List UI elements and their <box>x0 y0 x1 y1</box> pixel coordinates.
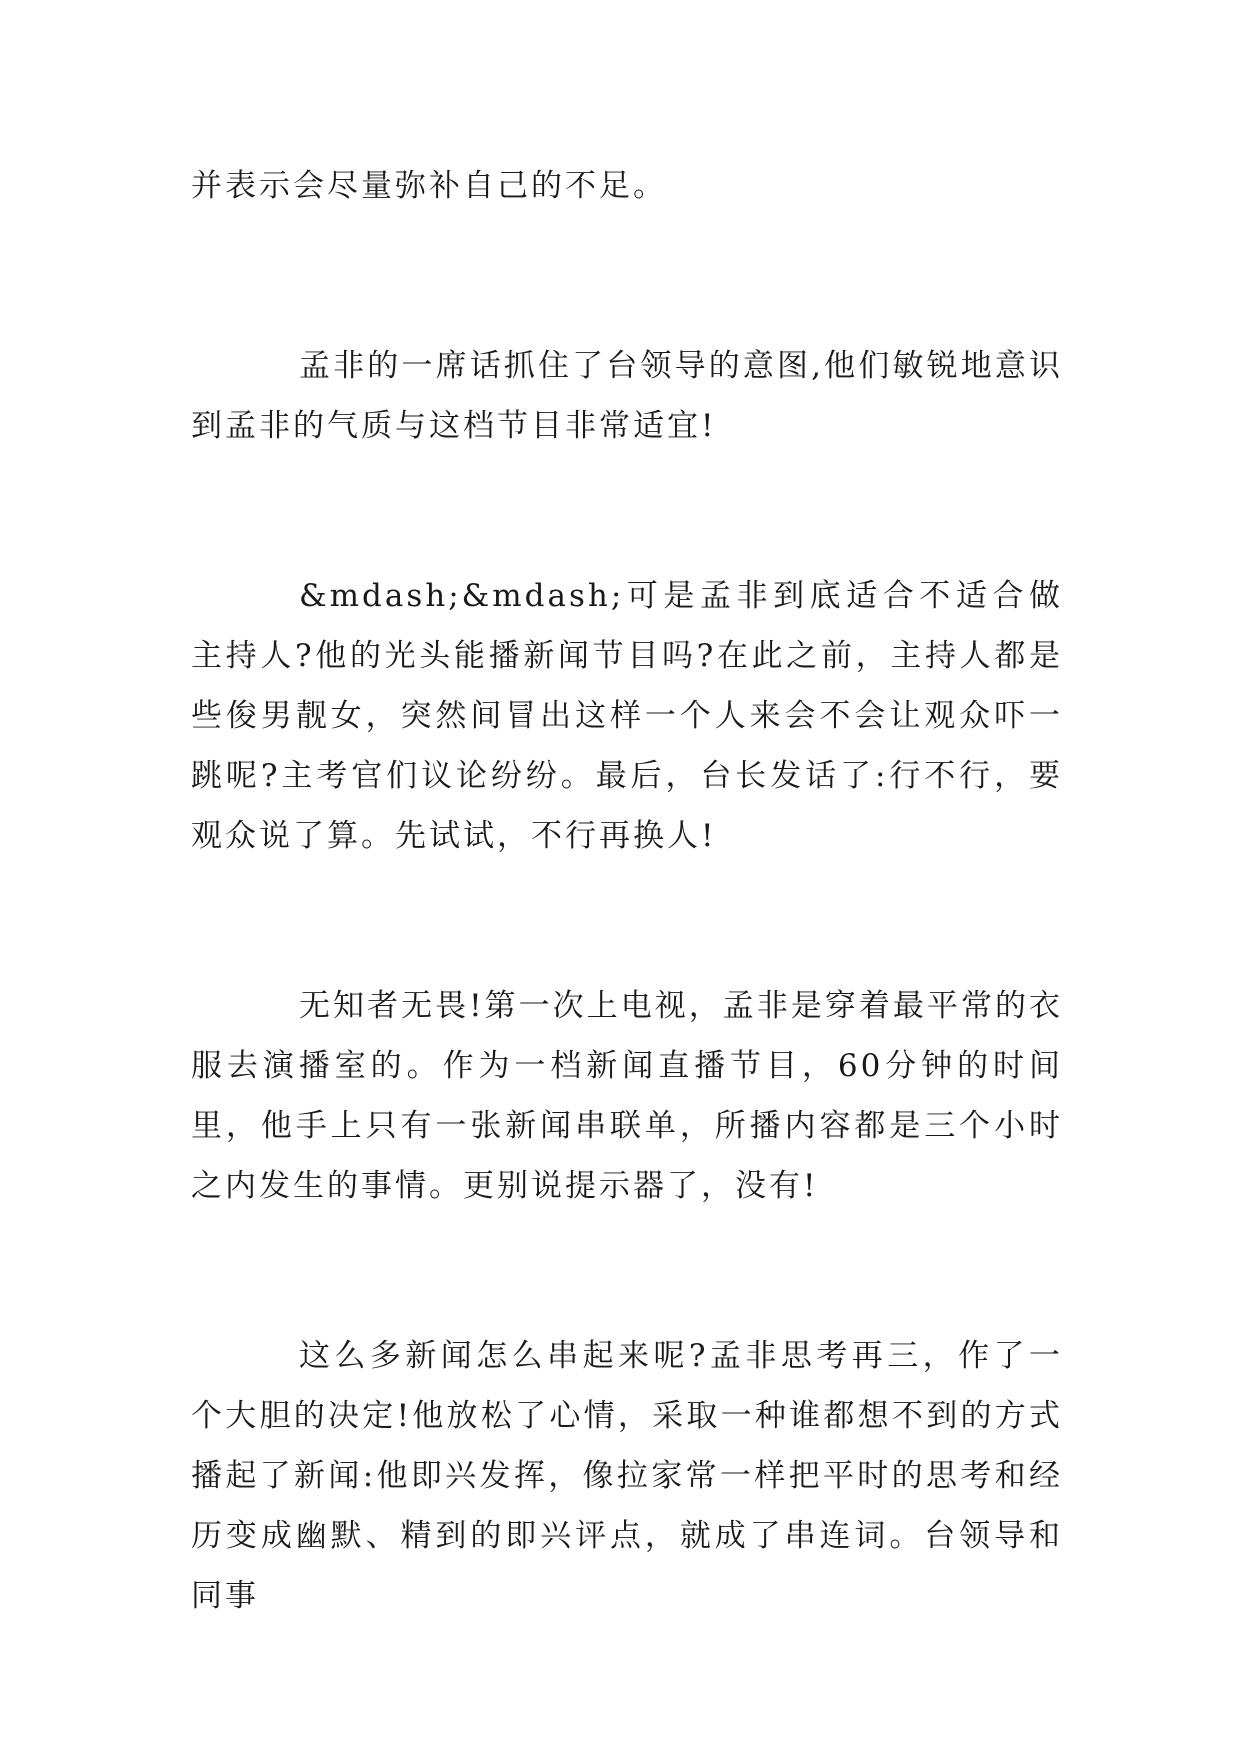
paragraph: 孟非的一席话抓住了台领导的意图,他们敏锐地意识到孟非的气质与这档节目非常适宜! <box>191 348 1063 444</box>
paragraph: 这么多新闻怎么串起来呢?孟非思考再三，作了一个大胆的决定!他放松了心情，采取一种谁都想不到的方式播起了新闻:他即兴发挥，像拉家常一样把平时的思考和经历变成幽默、精到的即兴评点，就成了串连词。台领导和同事 <box>191 1338 1063 1614</box>
paragraph: &mdash;&mdash;可是孟非到底适合不适合做主持人?他的光头能播新闻节目吗?在此之前，主持人都是些俊男靓女，突然间冒出这样一个人来会不会让观众吓一跳呢?主考官们议论纷纷。最后，台长发话了:行不行，要观众说了算。先试试，不行再换人! <box>191 578 1063 854</box>
paragraph: 无知者无畏!第一次上电视，孟非是穿着最平常的衣服去演播室的。作为一档新闻直播节目，60分钟的时间里，他手上只有一张新闻串联单，所播内容都是三个小时之内发生的事情。更别说提示器了，没有! <box>191 988 1063 1204</box>
paragraph: 并表示会尽量弥补自己的不足。 <box>191 168 667 204</box>
